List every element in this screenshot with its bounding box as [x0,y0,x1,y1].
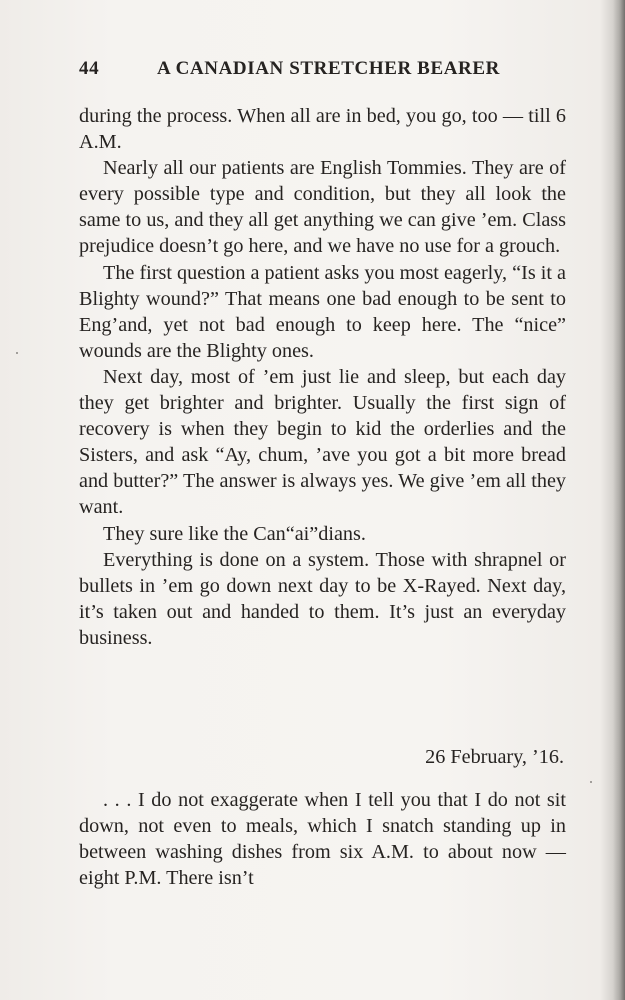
page-edge-shadow [613,0,625,1000]
paper-speck [16,352,18,354]
letter-body [79,787,566,891]
paper-speck [590,781,592,783]
body-text [79,103,566,651]
letter-date: 26 February, ’16. [425,746,564,768]
paragraph-blighty: The first question a patient asks you most eagerly, “Is it a Blighty wound?” That means one bad enough to be sent to Eng’and, yet not bad enough to keep here. The “nice” wounds are the Blighty ones. [79,261,566,362]
paragraph-canaidians: They sure like the Can“ai”dians. [103,522,366,545]
running-header [79,58,549,86]
paragraph-tommies: Nearly all our patients are English Tommies. They are of every possible type and condition, but they all look the same to us, and they all get anything we can give ’em. Class prejudice doesn’t go here, and we have no use for a grouch. [79,157,566,258]
running-title: A CANADIAN STRETCHER BEARER [157,58,500,79]
paragraph-system: Everything is done on a system. Those with shrapnel or bullets in ’em go down next day to be X-Rayed. Next day, it’s taken out and handed to them. It’s just an everyday business. [79,548,566,649]
paragraph-exaggerate: . . . I do not exaggerate when I tell you that I do not sit down, not even to meals, which I snatch standing up in between washing dishes from six A.M. to about now — eight P.M. There isn’t [79,789,566,890]
paragraph-continuation: during the process. When all are in bed, you go, too — till 6 A.M. [79,105,566,154]
paragraph-recovery: Next day, most of ’em just lie and sleep, but each day they get brighter and brighter. Usually the first sign of recovery is when they begin to kid the orderlies and the Sisters, and ask “Ay, chum, ’ave you got a bit more bread and butter?” The answer is always yes. We give ’em all they want. [79,365,566,519]
page-number: 44 [79,58,100,79]
